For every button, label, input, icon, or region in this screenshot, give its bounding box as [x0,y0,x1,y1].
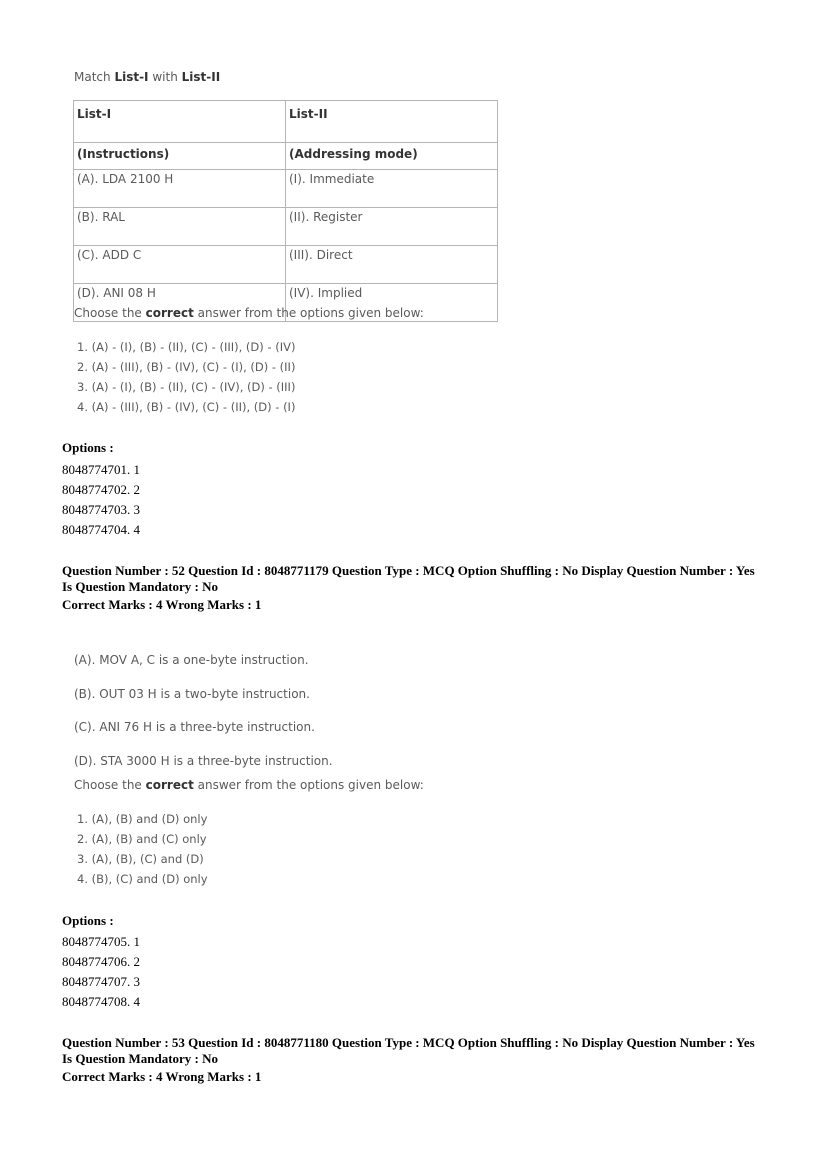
answer-choice: 3. (A) - (I), (B) - (II), (C) - (IV), (D) - (III) [77,380,296,394]
statement: (A). MOV A, C is a one-byte instruction. [74,653,309,667]
answer-choices [77,809,208,889]
intro-list1: List-I [114,70,149,84]
options-label: Options : [62,913,114,928]
table-cell: (III). Direct [286,246,498,284]
choose-instruction [74,306,424,320]
question-meta [62,563,755,613]
options-list [62,932,140,1012]
choose-prefix: Choose the [74,306,146,320]
match-table [73,100,498,322]
answer-choice: 3. (A), (B), (C) and (D) [77,852,204,866]
table-cell: (A). LDA 2100 H [74,170,286,208]
table-cell: (C). ADD C [74,246,286,284]
answer-choice: 1. (A), (B) and (D) only [77,812,208,826]
table-subheader-cell: (Addressing mode) [286,143,498,170]
choose-suffix: answer from the options given below: [193,306,424,320]
answer-choice: 4. (B), (C) and (D) only [77,872,208,886]
answer-choices [77,337,295,417]
table-subheader-cell: (Instructions) [74,143,286,170]
table-subheader-row [74,143,498,170]
choose-bold: correct [145,778,194,792]
table-row [74,170,498,208]
answer-choice: 4. (A) - (III), (B) - (IV), (C) - (II), (D) - (I) [77,400,296,414]
answer-choice: 2. (A), (B) and (C) only [77,832,207,846]
option-item: 8048774705. 1 [62,934,140,949]
choose-instruction [74,778,424,792]
question-marks: Correct Marks : 4 Wrong Marks : 1 [62,597,262,612]
answer-choice: 2. (A) - (III), (B) - (IV), (C) - (I), (D) - (II) [77,360,296,374]
table-header-cell: List-II [286,101,498,143]
question-marks: Correct Marks : 4 Wrong Marks : 1 [62,1069,262,1084]
question-meta-line: Question Number : 52 Question Id : 8048771179 Question Type : MCQ Option Shuffling : No Display Question Number : Yes [62,563,755,578]
table-cell: (IV). Implied [286,284,498,322]
options-list [62,460,140,540]
choose-suffix: answer from the options given below: [193,778,424,792]
table-row [74,246,498,284]
question-meta [62,1035,755,1085]
table-header-row [74,101,498,143]
table-header-cell: List-I [74,101,286,143]
option-item: 8048774707. 3 [62,974,140,989]
statement: (B). OUT 03 H is a two-byte instruction. [74,686,310,701]
statement-list [74,644,333,778]
choose-bold: correct [145,306,194,320]
option-item: 8048774702. 2 [62,482,140,497]
table-cell: (II). Register [286,208,498,246]
option-item: 8048774701. 1 [62,462,140,477]
question-meta-line: Is Question Mandatory : No [62,1051,219,1066]
option-item: 8048774708. 4 [62,994,140,1009]
options-label: Options : [62,440,114,455]
intro-prefix: Match [74,70,115,84]
table-cell: (D). ANI 08 H [74,284,286,322]
option-item: 8048774706. 2 [62,954,140,969]
intro-mid: with [148,70,182,84]
match-instruction [74,70,220,84]
table-cell: (B). RAL [74,208,286,246]
option-item: 8048774704. 4 [62,522,140,537]
choose-prefix: Choose the [74,778,146,792]
option-item: 8048774703. 3 [62,502,140,517]
statement: (D). STA 3000 H is a three-byte instruction. [74,753,333,768]
table-cell: (I). Immediate [286,170,498,208]
answer-choice: 1. (A) - (I), (B) - (II), (C) - (III), (D) - (IV) [77,340,296,354]
question-meta-line: Question Number : 53 Question Id : 8048771180 Question Type : MCQ Option Shuffling : No Display Question Number : Yes [62,1035,755,1050]
statement: (C). ANI 76 H is a three-byte instruction. [74,720,315,734]
table-row [74,208,498,246]
question-meta-line: Is Question Mandatory : No [62,579,219,594]
intro-list2: List-II [181,70,221,84]
